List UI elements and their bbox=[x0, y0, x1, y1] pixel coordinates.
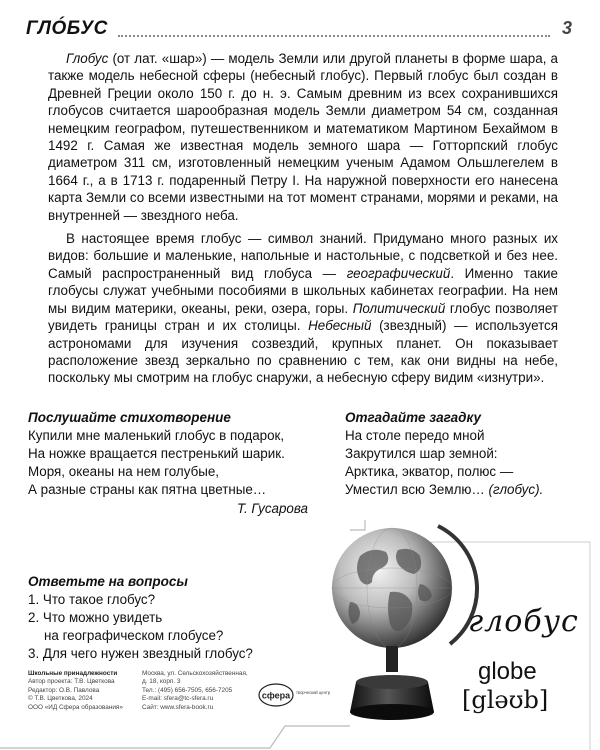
page-number: 3 bbox=[561, 18, 572, 38]
questions-heading: Ответьте на вопросы bbox=[28, 574, 188, 589]
poem-heading: Послушайте стихотворение bbox=[28, 410, 231, 425]
riddle-section bbox=[345, 409, 585, 499]
poem-line: На ножке вращается пестренький шарик. bbox=[28, 446, 285, 461]
globe-illustration bbox=[320, 514, 470, 726]
publisher-phone: Тел.: (495) 656-7505, 656-7205 bbox=[142, 686, 233, 694]
credits-copyright: © Т.В. Цветкова, 2024 bbox=[28, 695, 93, 703]
article-term: Глобус bbox=[66, 51, 109, 66]
riddle-line: Уместил всю Землю… (глобус). bbox=[345, 482, 544, 497]
poem-author: Т. Гусарова bbox=[237, 501, 308, 516]
riddle-heading: Отгадайте загадку bbox=[345, 410, 482, 425]
credits bbox=[28, 670, 138, 712]
credits-author: Автор проекта: Т.В. Цветкова bbox=[28, 678, 115, 686]
header bbox=[26, 18, 572, 44]
publisher-logo bbox=[258, 682, 331, 708]
vocab-transcription: [gləʊb] bbox=[462, 686, 549, 714]
poem-line: Купили мне маленький глобус в подарок, bbox=[28, 428, 285, 443]
credits-series: Школьные принадлежности bbox=[28, 670, 118, 677]
vocab-english: globe bbox=[478, 658, 537, 685]
vocab-russian: глобус bbox=[468, 604, 579, 639]
credits-editor: Редактор: О.В. Павлова bbox=[28, 686, 100, 694]
poem-line: Моря, океаны на нем голубые, bbox=[28, 464, 220, 479]
logo-tagline: творческий центр bbox=[296, 690, 331, 695]
question-1: 1. Что такое глобус? bbox=[28, 592, 156, 607]
logo-wordmark: сфера bbox=[261, 690, 291, 701]
page-title: ГЛÓБУС bbox=[26, 18, 108, 39]
riddle-line: На столе передо мной bbox=[345, 428, 485, 443]
poem-line: А разные страны как пятна цветные… bbox=[28, 482, 267, 497]
riddle-line: Закрутился шар земной: bbox=[345, 446, 498, 461]
article-paragraph-2: В настоящее время глобус — символ знаний. Придумано много разных их видов: большие и маленькие, напольные и настольные, с подсветкой и без нее. Самый распространенный вид глобуса — географический. Именно такие глобусы служат учебными пособиями в школьных кабинетах географии. На нем мы видим материки, океаны, реки, озера, горы. Политический глобус позволяет увидеть границы стран и их столицы. Небесный (звездный) — используется астрономами для изучения созвездий, крупных планет. Он показывает расположение звезд зеркально по сравнению с тем, как они видны на небе, поскольку мы смотрим на глобус снаружи, а небесную сферу видим «изнутри». bbox=[48, 231, 558, 386]
poem-section bbox=[28, 409, 318, 518]
credits-publisher: ООО «ИД Сфера образования» bbox=[28, 703, 123, 711]
dotted-leader bbox=[118, 35, 550, 37]
publisher-site: Сайт: www.sfera-book.ru bbox=[142, 703, 214, 711]
article bbox=[48, 50, 558, 387]
question-2: 2. Что можно увидеть bbox=[28, 610, 163, 625]
riddle-line: Арктика, экватор, полюс — bbox=[345, 464, 514, 479]
riddle-answer: (глобус). bbox=[488, 482, 544, 497]
question-3: 3. Для чего нужен звездный глобус? bbox=[28, 646, 253, 661]
publisher-email: E-mail: sfera@tc-sfera.ru bbox=[142, 695, 214, 703]
questions-section bbox=[28, 573, 328, 663]
article-paragraph-1: Глобус (от лат. «шар») — модель Земли или другой планеты в форме шара, а также модель небесной сферы (небесный глобус). Первый глобус был создан в Древней Греции около 150 г. до н. э. Самым древним из всех сохранившихся глобусов считается шарообразная модель Земли диаметром 54 см, созданная немецким географом, путешественником и математиком Мартином Бехаймом в 1492 г. Самая же известная модель земного шара — Готторпский глобус диаметром 311 см, изготовленный немецким ученым Адамом Ольшлегелем в 1664 г., а в 1713 г. подаренный Петру I. На наружной поверхности его нанесена карта Земли со всеми известными на тот момент странами, морями и реками, на внутренней — звездного неба. bbox=[48, 51, 558, 223]
question-2-continued: на географическом глобусе? bbox=[44, 628, 224, 643]
publisher-address: Москва, ул. Сельскохозяйственная, д. 18, корп. 3 Тел.: (495) 656-7505, 656-7205 E-mail: sfera@tc-sfera.ru Сайт: www.sfera-book.ru bbox=[142, 670, 252, 712]
